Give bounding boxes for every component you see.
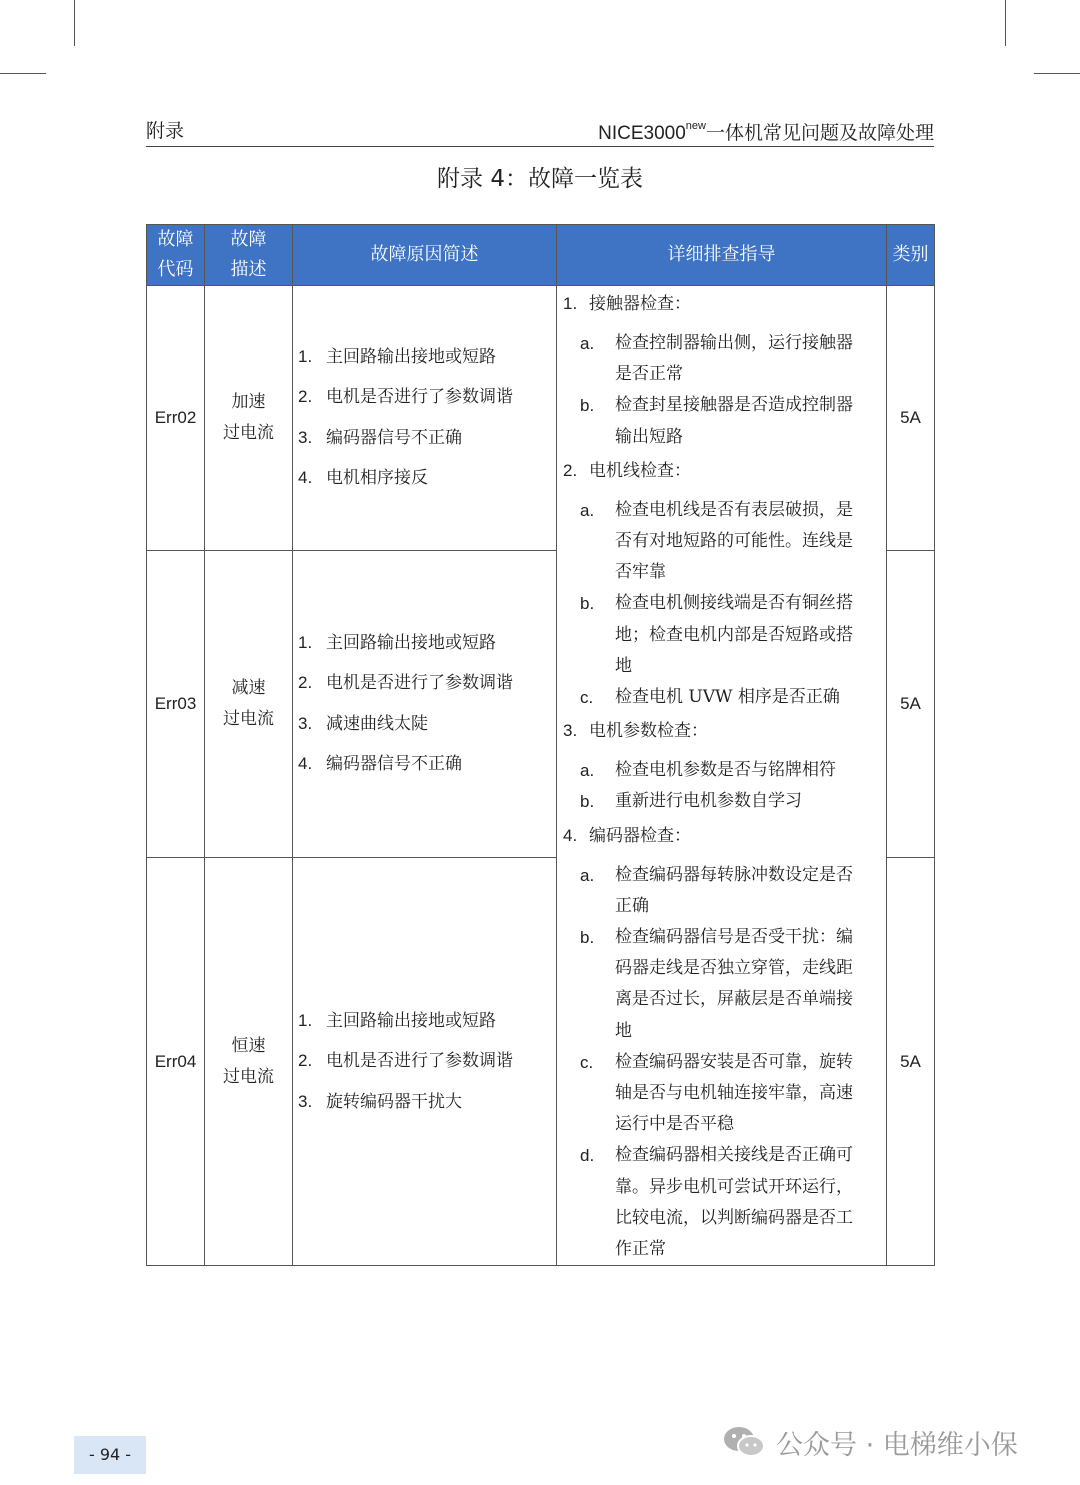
crop-mark <box>1034 73 1080 74</box>
fault-table <box>146 224 935 1266</box>
guide-section <box>557 453 886 713</box>
guide-section-title: 1. 接触器检查： <box>563 294 691 314</box>
running-header-section: 附录 <box>146 120 185 142</box>
list-item: 1. 主回路输出接地或短路 <box>298 346 496 367</box>
page-number: - 94 - <box>74 1436 146 1474</box>
guide-item: b. 检查编码器信号是否受干扰：编 码器走线是否独立穿管，走线距 离是否过长，屏蔽层是否单端接 地 <box>580 927 853 1041</box>
cause-list <box>293 286 557 551</box>
list-item: 1. 主回路输出接地或短路 <box>298 1010 496 1031</box>
header-troubleshooting-guide: 详细排查指导 <box>557 225 887 286</box>
header-rule <box>146 146 934 147</box>
fault-description: 恒速 过电流 <box>205 857 293 1265</box>
fault-code: Err04 <box>147 857 205 1265</box>
category: 5A <box>887 857 935 1265</box>
list-item: 3. 编码器信号不正确 <box>298 427 462 448</box>
list-item: 3. 减速曲线太陡 <box>298 713 428 734</box>
crop-mark <box>0 73 46 74</box>
category: 5A <box>887 550 935 857</box>
guide-item: d. 检查编码器相关接线是否正确可 靠。异步电机可尝试开环运行， 比较电流，以判断编码器是否工 作正常 <box>580 1145 853 1260</box>
guide-section <box>557 286 886 453</box>
fault-code: Err02 <box>147 286 205 551</box>
header-fault-description-text: 故障描述 <box>230 229 267 280</box>
guide-item: b. 检查封星接触器是否造成控制器 输出短路 <box>580 395 853 447</box>
guide-item: b. 检查电机侧接线端是否有铜丝搭 地；检查电机内部是否短路或搭 地 <box>580 593 853 676</box>
list-item: 4. 电机相序接反 <box>298 468 428 489</box>
watermark <box>722 1422 1018 1462</box>
table-header-row <box>147 225 935 286</box>
list-item: 2. 电机是否进行了参数调谐 <box>298 1051 513 1072</box>
crop-mark <box>74 0 75 46</box>
guide-item: b. 重新进行电机参数自学习 <box>580 791 802 812</box>
wechat-icon <box>722 1424 766 1460</box>
list-item: 4. 编码器信号不正确 <box>298 754 462 775</box>
list-item: 3. 旋转编码器干扰大 <box>298 1091 462 1112</box>
header-fault-code-text: 故障代码 <box>157 229 194 280</box>
watermark-text: 公众号 · 电梯维小保 <box>776 1429 1018 1461</box>
list-item: 2. 电机是否进行了参数调谐 <box>298 387 513 408</box>
fault-description: 加速 过电流 <box>205 286 293 551</box>
header-fault-description <box>205 225 293 286</box>
fault-code: Err03 <box>147 550 205 857</box>
guide-section-title: 2. 电机线检查： <box>563 460 691 481</box>
guide-item: a. 检查电机线是否有表层破损，是 否有对地短路的可能性。连线是 否牢靠 <box>580 499 853 583</box>
header-category: 类别 <box>887 225 935 286</box>
guide-item: a. 检查电机参数是否与铭牌相符 <box>580 760 836 781</box>
header-cause-summary: 故障原因简述 <box>293 225 557 286</box>
guide-section <box>557 818 886 1266</box>
guide-section <box>557 713 886 817</box>
list-item: 1. 主回路输出接地或短路 <box>298 632 496 653</box>
page-title: 附录 4：故障一览表 <box>437 166 643 192</box>
header-fault-code <box>147 225 205 286</box>
list-item: 2. 电机是否进行了参数调谐 <box>298 673 513 694</box>
table-row <box>147 286 935 551</box>
category: 5A <box>887 286 935 551</box>
guide-item: a. 检查控制器输出侧，运行接触器 是否正常 <box>580 333 853 385</box>
cause-list <box>293 550 557 857</box>
guide-section-title: 3. 电机参数检查： <box>563 721 708 742</box>
running-header-title: $NICE3000^{new}$一体机常见问题及故障处理 <box>598 119 934 144</box>
fault-description: 减速 过电流 <box>205 550 293 857</box>
guide-item: c. 检查电机 UVW 相序是否正确 <box>580 687 840 708</box>
guide-item: a. 检查编码器每转脉冲数设定是否 正确 <box>580 864 853 916</box>
guide-section-title: 4. 编码器检查： <box>563 825 691 846</box>
troubleshooting-guide <box>557 286 887 1266</box>
guide-item: c. 检查编码器安装是否可靠，旋转 轴是否与电机轴连接牢靠，高速 运行中是否平稳 <box>580 1051 853 1135</box>
cause-list <box>293 857 557 1265</box>
crop-mark <box>1005 0 1006 46</box>
